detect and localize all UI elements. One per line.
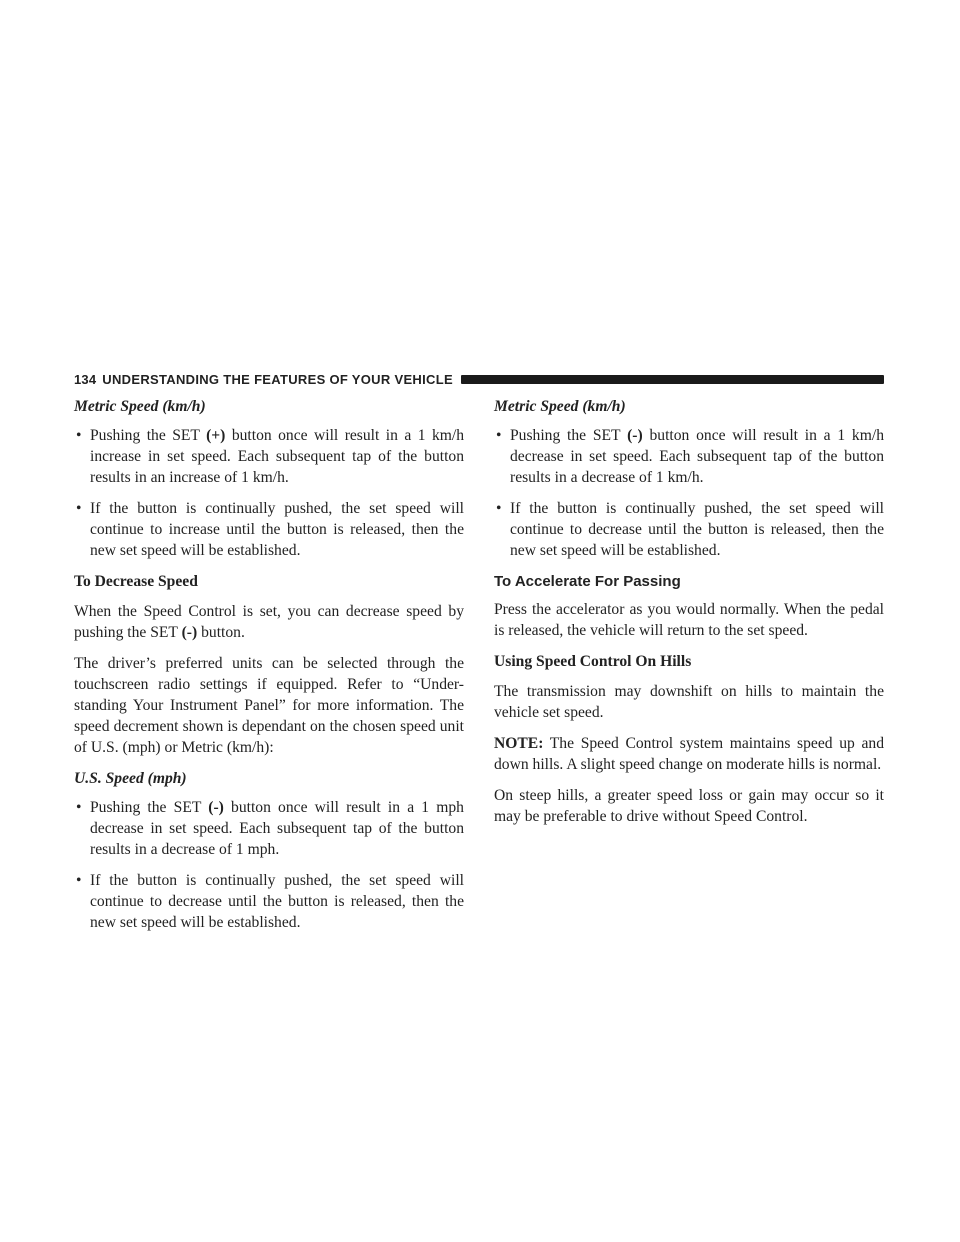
section-title: UNDERSTANDING THE FEATURES OF YOUR VEHICLE (102, 371, 453, 387)
bullet-glyph: • (496, 500, 502, 517)
right-column (494, 396, 884, 837)
bullet-glyph: • (76, 500, 82, 517)
decrease-paragraph-2: The driver’s preferred units can be selected through the touchscreen radio settings if equipped. Refer to “Under-standing Your Instrument Panel” for more information. The speed decrement shown is dependant on the chosen speed unit of U.S. (mph) or Metric (km/h): (74, 655, 464, 756)
bullet-glyph: • (76, 427, 82, 444)
page-number: 134 (74, 371, 97, 387)
set-minus-key: (-) (627, 427, 643, 444)
hills-heading: Using Speed Control On Hills (494, 653, 692, 670)
metric-speed-heading: Metric Speed (km/h) (74, 398, 206, 415)
passing-heading: To Accelerate For Passing (494, 573, 681, 590)
list-item: • If the button is continually pushed, the set speed will continue to decrease until the button is released, then the new set speed will be established. (496, 500, 884, 559)
us-speed-heading: U.S. Speed (mph) (74, 770, 187, 787)
list-item: • Pushing the SET (+) button once will result in a 1 km/h increase in set speed. Each subsequent tap of the button results in an increase of 1 km/h. (76, 427, 465, 486)
bullet-glyph: • (76, 799, 82, 816)
list-item: • Pushing the SET (-) button once will result in a 1 mph decrease in set speed. Each subsequent tap of the button results in a decrease of 1 mph. (76, 799, 464, 858)
note-paragraph: NOTE: The Speed Control system maintains speed up and down hills. A slight speed change on moderate hills is normal. (494, 735, 884, 773)
metric-increase-list (74, 425, 464, 561)
hills-paragraph: The transmission may downshift on hills to maintain the vehicle set speed. (494, 683, 884, 721)
metric-speed-heading: Metric Speed (km/h) (494, 398, 626, 415)
decrease-speed-heading: To Decrease Speed (74, 573, 198, 590)
note-label: NOTE: (494, 735, 544, 752)
page-header (74, 368, 884, 390)
list-item: • If the button is continually pushed, the set speed will continue to decrease until the button is released, then the new set speed will be established. (76, 872, 464, 931)
bullet-glyph: • (496, 427, 502, 444)
list-item: • If the button is continually pushed, the set speed will continue to increase until the button is released, then the new set speed will be established. (76, 500, 464, 559)
steep-hills-paragraph: On steep hills, a greater speed loss or gain may occur so it may be preferable to drive without Speed Control. (494, 787, 884, 825)
metric-decrease-list (494, 425, 884, 561)
set-plus-key: (+) (206, 427, 226, 444)
set-minus-key: (-) (208, 799, 224, 816)
passing-paragraph: Press the accelerator as you would normally. When the pedal is released, the vehicle will return to the set speed. (494, 601, 884, 639)
us-decrease-list (74, 797, 464, 933)
left-column (74, 396, 464, 943)
bullet-glyph: • (76, 872, 82, 889)
list-item: • Pushing the SET (-) button once will result in a 1 km/h decrease in set speed. Each subsequent tap of the button results in a decrease of 1 km/h. (496, 427, 884, 486)
set-minus-key: (-) (181, 624, 198, 641)
decrease-paragraph-1: When the Speed Control is set, you can decrease speed by pushing the SET (-) button. (74, 603, 464, 641)
header-rule (461, 375, 884, 384)
